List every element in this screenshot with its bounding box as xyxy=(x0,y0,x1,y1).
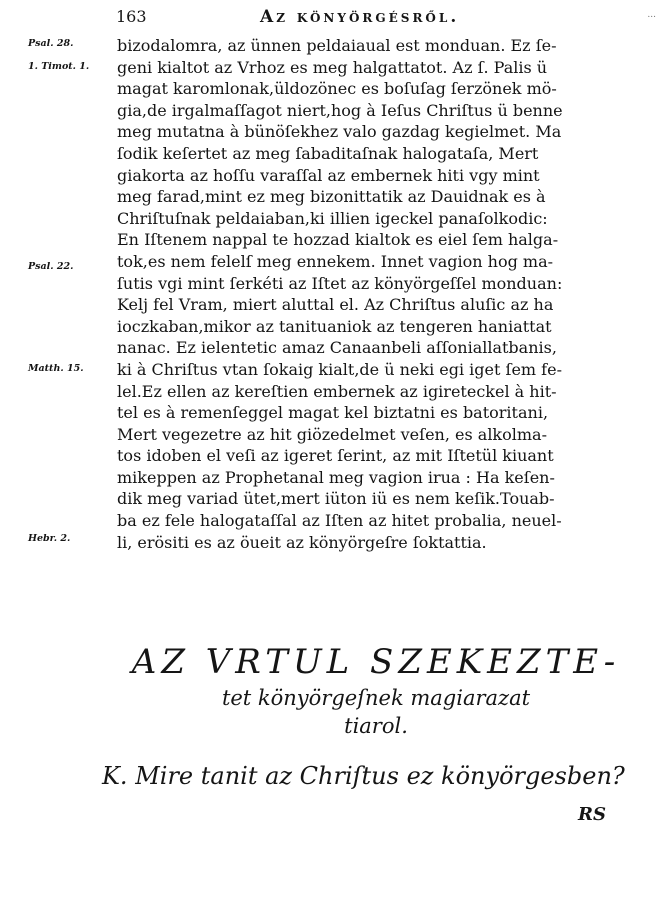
section-title: AZ VRTUL SZEKEZTE- xyxy=(131,642,621,682)
body-line: ba ez fele halogataſſal az Iſten az hitet probalia, neuel- xyxy=(117,511,562,531)
body-line: ſutis vgi mint ſerkéti az Iſtet az könyörgeſſel monduan: xyxy=(117,273,563,293)
body-line: tel es à remenſeggel magat kel biztatni es batoritani, xyxy=(117,403,549,423)
body-line: giakorta az hoſſu varaſſal az embernek hiti vgy mint xyxy=(117,165,540,185)
body-line: mikeppen az Prophetanal meg vagion irua : Ha keſen- xyxy=(117,467,555,487)
body-line: tok,es nem felelſ meg ennekem. Innet vagion hog ma- xyxy=(117,251,554,271)
margin-note-matthew: Matth. 15. xyxy=(28,363,84,374)
body-line: Chriſtuſnak peldaiaban,ki illien igeckel panaſolkodic: xyxy=(117,208,548,228)
body-line: lel.Ez ellen az kereſtien embernek az igireteckel à hit- xyxy=(117,381,557,401)
signature-mark: RS xyxy=(578,804,606,825)
body-line: tos idoben el veſi az igeret ſerint, az mit Iſtetül kiuant xyxy=(117,446,554,466)
body-line: nanac. Ez ielentetic amaz Canaanbeli aſſoniallatbanis, xyxy=(117,338,557,358)
body-line: meg mutatna à bünöſekhez valo gazdag kegielmet. Ma xyxy=(117,122,562,142)
body-line: ioczkaban,mikor az tanituaniok az tengeren haniattat xyxy=(117,316,552,336)
margin-note-psalm-22: Psal. 22. xyxy=(28,261,74,272)
body-line: li, erösiti es az öueit az könyörgeſre ſoktattia. xyxy=(117,532,487,552)
body-line: dik meg variad ütet,mert iüton iü es nem keſik.Touab- xyxy=(117,489,555,509)
body-line: meg farad,mint ez meg bizonittatik az Dauidnak es à xyxy=(117,187,546,207)
corner-mark: ... xyxy=(647,10,656,20)
body-line: bizodalomra, az ünnen peldaiaual est monduan. Ez ſe- xyxy=(117,36,557,55)
section-subtitle-line: tiarol. xyxy=(344,714,408,738)
body-text xyxy=(117,35,639,553)
body-line: En Iſtenem nappal te hozzad kialtok es eiel ſem halga- xyxy=(117,230,559,250)
body-line: magat karomlonak,üldozönec es boſuſag ſerzönek mö- xyxy=(117,79,557,99)
page-number: 163 xyxy=(116,7,147,26)
margin-note-psalm-28: Psal. 28. xyxy=(28,38,74,49)
margin-note-timothy: 1. Timot. 1. xyxy=(28,61,90,72)
page-header xyxy=(116,4,656,30)
margin-note-hebrews: Hebr. 2. xyxy=(28,533,71,544)
section-heading xyxy=(96,640,656,740)
body-line: ſodik keſertet az meg ſabaditaſnak halogataſa, Mert xyxy=(117,143,539,163)
running-head: Az könyörgésről. xyxy=(260,7,460,27)
body-line: geni kialtot az Vrhoz es meg halgattatot. Az ſ. Palis ü xyxy=(117,57,548,77)
catechism-question: K. Mire tanit az Chriſtus ez könyörgesben? xyxy=(102,762,625,790)
body-line: Kelj fel Vram, miert aluttal el. Az Chriſtus aluſic az ha xyxy=(117,295,554,315)
body-line: ki à Chriſtus vtan ſokaig kialt,de ü neki egi iget ſem fe- xyxy=(117,359,562,379)
body-line: gia,de irgalmaſſagot niert,hog à Ieſus Chriſtus ü benne xyxy=(117,100,563,120)
body-line: Mert vegezetre az hit giözedelmet veſen, es alkolma- xyxy=(117,424,547,444)
section-subtitle-line: tet könyörgeſnek magiarazat xyxy=(221,686,531,710)
